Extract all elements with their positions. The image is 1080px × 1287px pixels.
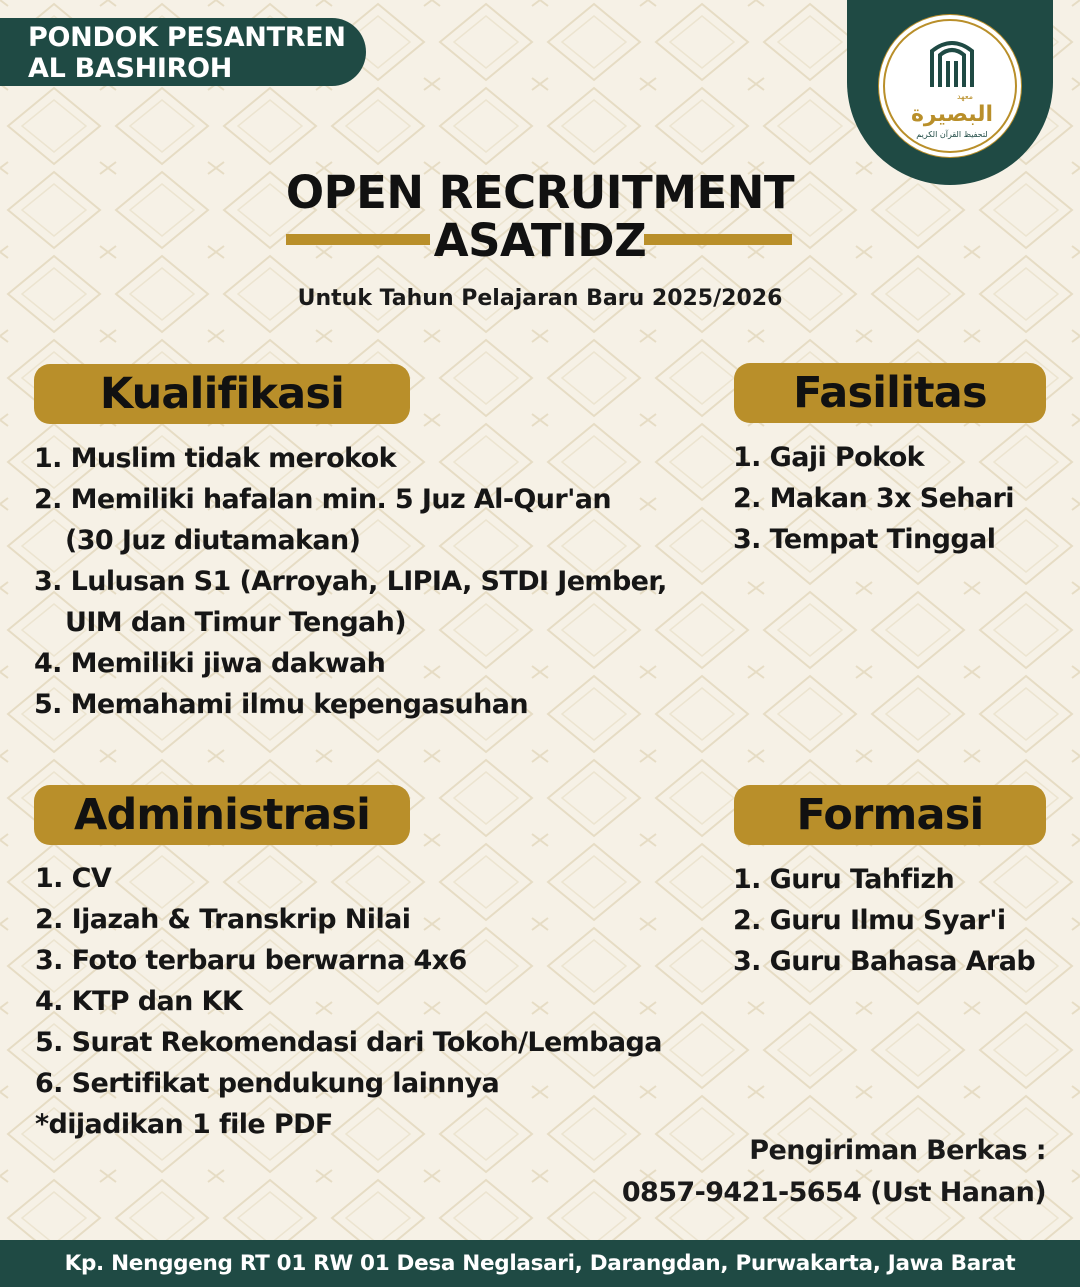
contact-label: Pengiriman Berkas : — [749, 1135, 1046, 1166]
org-name-tag — [0, 18, 366, 86]
list-item: 2. Memiliki hafalan min. 5 Juz Al-Qur'an — [34, 484, 612, 515]
section-heading-formasi: Formasi — [734, 785, 1046, 845]
list-item: 5. Memahami ilmu kepengasuhan — [34, 689, 528, 720]
logo-arabic-tagline: لتحفيظ القرآن الكريم — [916, 130, 988, 139]
list-item: 1. Guru Tahfizh — [733, 864, 955, 895]
logo-arabic-top: معهد — [956, 92, 973, 101]
list-item: 1. CV — [35, 863, 112, 894]
page-title-line2: ASATIDZ — [433, 214, 647, 267]
list-item: 3. Guru Bahasa Arab — [733, 946, 1036, 977]
list-item: 3. Tempat Tinggal — [733, 524, 996, 555]
al-bashiroh-logo-icon — [883, 19, 1017, 153]
list-note: *dijadikan 1 file PDF — [35, 1109, 333, 1140]
page-subtitle: Untuk Tahun Pelajaran Baru 2025/2026 — [297, 286, 783, 311]
section-heading-fasilitas: Fasilitas — [734, 363, 1046, 423]
list-item: 2. Makan 3x Sehari — [733, 483, 1014, 514]
section-heading-kualifikasi: Kualifikasi — [34, 364, 410, 424]
list-item: 2. Ijazah & Transkrip Nilai — [35, 904, 411, 935]
list-item: (30 Juz diutamakan) — [65, 525, 361, 556]
list-kualifikasi — [34, 438, 667, 725]
list-item: 4. Memiliki jiwa dakwah — [34, 648, 386, 679]
footer-address: Kp. Nenggeng RT 01 RW 01 Desa Neglasari, Darangdan, Purwakarta, Jawa Barat — [0, 1240, 1080, 1287]
list-item: 1. Gaji Pokok — [733, 442, 925, 473]
page-title-line1: OPEN RECRUITMENT — [285, 166, 795, 219]
list-item: UIM dan Timur Tengah) — [65, 607, 407, 638]
list-item: 2. Guru Ilmu Syar'i — [733, 905, 1006, 936]
list-item: 4. KTP dan KK — [35, 986, 243, 1017]
list-item: 3. Lulusan S1 (Arroyah, LIPIA, STDI Jember, — [34, 566, 667, 597]
list-formasi — [733, 859, 1035, 982]
org-name-line1: PONDOK PESANTREN — [28, 22, 346, 53]
list-item: 6. Sertifikat pendukung lainnya — [35, 1068, 500, 1099]
list-item: 5. Surat Rekomendasi dari Tokoh/Lembaga — [35, 1027, 662, 1058]
contact-block — [622, 1130, 1046, 1214]
list-item: 1. Muslim tidak merokok — [34, 443, 396, 474]
section-heading-administrasi: Administrasi — [34, 785, 410, 845]
list-fasilitas — [733, 437, 1014, 560]
list-item: 3. Foto terbaru berwarna 4x6 — [35, 945, 467, 976]
logo-arabic-name: البصيرة — [910, 102, 994, 127]
org-name-line2: AL BASHIROH — [28, 53, 233, 84]
contact-phone: 0857-9421-5654 (Ust Hanan) — [621, 1177, 1046, 1208]
list-administrasi — [35, 858, 662, 1145]
